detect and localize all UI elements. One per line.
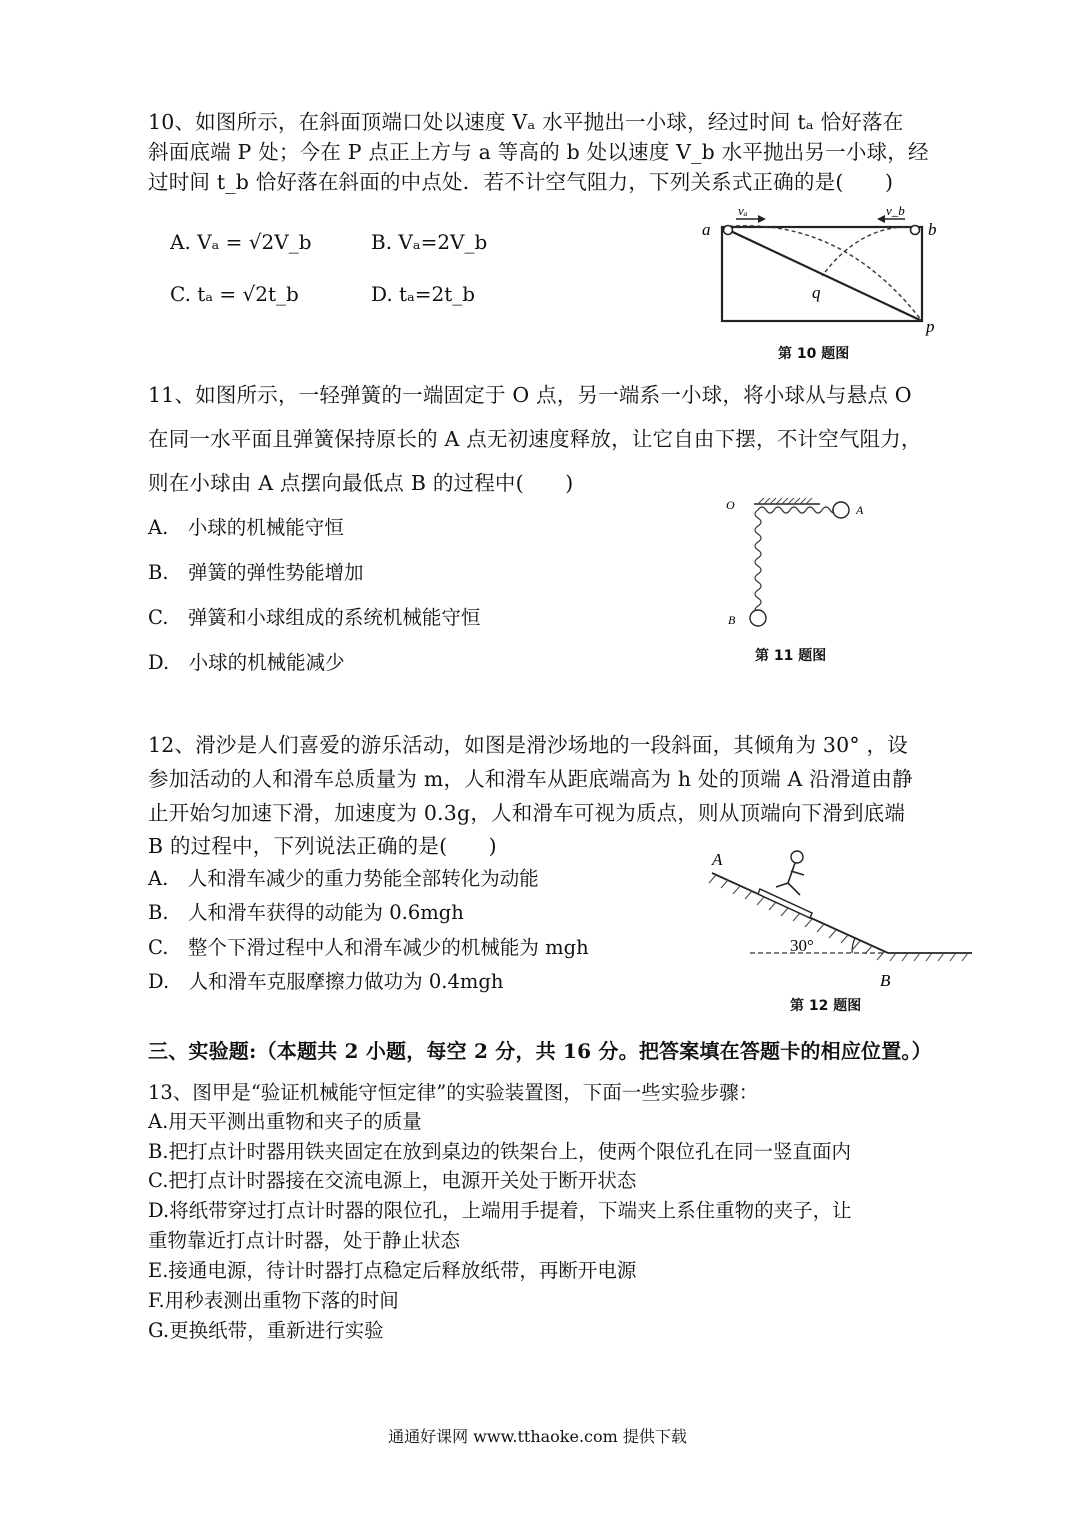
q11-option-d: D. 小球的机械能减少 [148,651,345,674]
q12-line-4: B 的过程中，下列说法正确的是( ) [148,834,497,858]
q12-figure [700,845,975,990]
q12-option-d: D. 人和滑车克服摩擦力做功为 0.4mgh [148,970,504,993]
q13-step-c: C.把打点计时器接在交流电源上，电源开关处于断开状态 [148,1169,637,1192]
q11-option-b: B. 弹簧的弹性势能增加 [148,561,364,584]
q13-step-d-2: 重物靠近打点计时器，处于静止状态 [148,1229,461,1252]
q12-option-a: A. 人和滑车减少的重力势能全部转化为动能 [148,867,539,890]
q11-line-3: 则在小球由 A 点摆向最低点 B 的过程中( ) [148,471,574,495]
q10-label-va: vₐ [738,205,748,218]
q10-option-c: C. tₐ = √2t_b [170,282,299,306]
q11-option-a: A. 小球的机械能守恒 [148,516,344,539]
q11-figure [720,490,890,635]
q12-option-b: B. 人和滑车获得的动能为 0.6mgh [148,901,464,924]
q11-label-o: O [726,498,735,512]
q12-line-2: 参加活动的人和滑车总质量为 m，人和滑车从距底端高为 h 处的顶端 A 沿滑道由静 [148,767,913,791]
q11-line-1: 11、如图所示，一轻弹簧的一端固定于 O 点，另一端系一小球，将小球从与悬点 O [148,383,912,407]
q13-step-e: E.接通电源，待计时器打点稳定后释放纸带，再断开电源 [148,1259,637,1282]
q10-option-a: A. Vₐ = √2V_b [170,230,312,254]
q13-step-f: F.用秒表测出重物下落的时间 [148,1289,399,1312]
q10-label-q: q [812,283,821,302]
q10-line-3: 过时间 t_b 恰好落在斜面的中点处．若不计空气阻力，下列关系式正确的是( ) [148,170,894,194]
q13-step-a: A.用天平测出重物和夹子的质量 [148,1110,422,1133]
q10-label-p: p [926,317,935,336]
q12-label-angle: 30° [790,936,814,955]
q10-line-2: 斜面底端 P 处；今在 P 点正上方与 a 等高的 b 处以速度 V_b 水平抛出另一小球，经 [148,140,929,164]
q10-option-b: B. Vₐ=2V_b [371,230,488,254]
q10-label-a: a [702,220,711,239]
q10-label-b: b [928,220,937,239]
q13-intro: 13、图甲是“验证机械能守恒定律”的实验装置图，下面一些实验步骤： [148,1081,759,1104]
q13-step-g: G.更换纸带，重新进行实验 [148,1319,384,1342]
section-3-heading: 三、实验题:（本题共 2 小题，每空 2 分，共 16 分。把答案填在答题卡的相应位置。） [148,1039,932,1063]
q10-option-d: D. tₐ=2t_b [371,282,476,306]
page-footer: 通通好课网 www.tthaoke.com 提供下载 [388,1427,687,1446]
q12-caption: 第 12 题图 [790,998,862,1014]
q13-step-d-1: D.将纸带穿过打点计时器的限位孔，上端用手提着，下端夹上系住重物的夹子，让 [148,1199,852,1222]
q12-label-b: B [880,971,891,990]
q10-figure [700,205,950,340]
q10-line-1: 10、如图所示，在斜面顶端口处以速度 Vₐ 水平抛出一小球，经过时间 tₐ 恰好落在 [148,110,904,134]
q11-line-2: 在同一水平面且弹簧保持原长的 A 点无初速度释放，让它自由下摆，不计空气阻力， [148,427,922,451]
q10-label-vb: v_b [886,205,905,218]
q12-label-a: A [712,850,723,869]
q11-caption: 第 11 题图 [755,648,827,664]
q11-label-a: A [856,503,864,517]
q12-option-c: C. 整个下滑过程中人和滑车减少的机械能为 mgh [148,936,589,959]
q10-caption: 第 10 题图 [778,346,850,362]
q11-label-b: B [728,613,736,627]
q13-step-b: B.把打点计时器用铁夹固定在放到桌边的铁架台上，使两个限位孔在同一竖直面内 [148,1140,852,1163]
q11-option-c: C. 弹簧和小球组成的系统机械能守恒 [148,606,481,629]
q12-line-3: 止开始匀加速下滑，加速度为 0.3g，人和滑车可视为质点，则从顶端向下滑到底端 [148,801,906,825]
q12-line-1: 12、滑沙是人们喜爱的游乐活动，如图是滑沙场地的一段斜面，其倾角为 30° ，设 [148,733,908,757]
